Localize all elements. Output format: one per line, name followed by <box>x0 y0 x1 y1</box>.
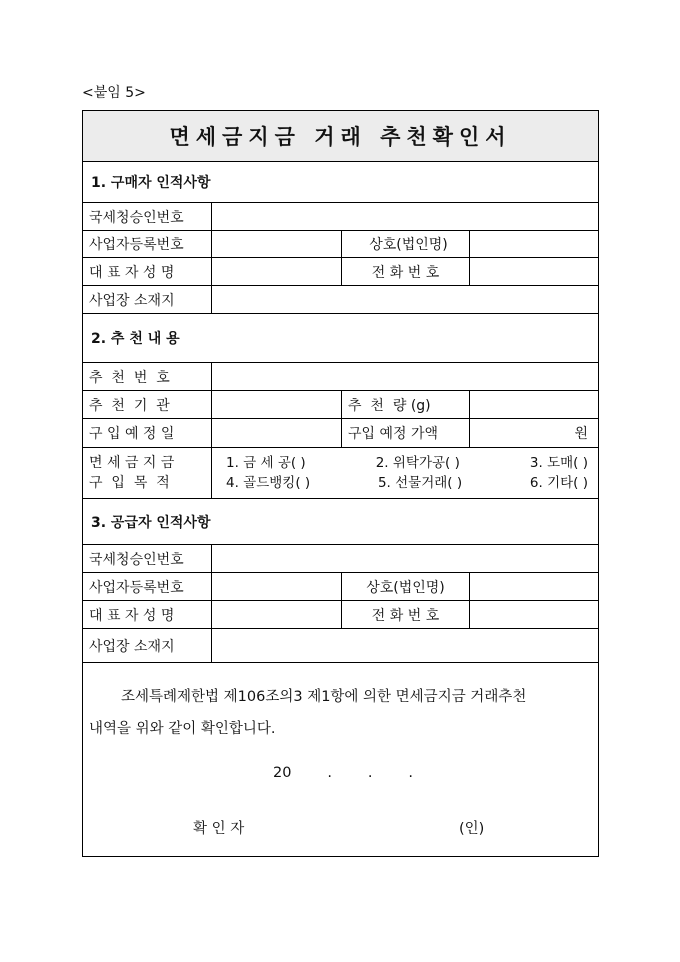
supplier-rep-value[interactable] <box>211 601 341 628</box>
purpose-option-3[interactable]: 3. 도매( ) <box>529 455 588 471</box>
purchase-date-value[interactable] <box>211 419 341 447</box>
supplier-addr-value[interactable] <box>211 629 598 662</box>
buyer-nts-value[interactable] <box>211 203 598 230</box>
date-year: 20 <box>273 765 292 781</box>
buyer-name-label: 상호(법인명) <box>341 231 469 257</box>
buyer-nts-label: 국세청승인번호 <box>89 209 184 226</box>
section1-heading: 1. 구매자 인적사항 <box>91 175 211 191</box>
supplier-name-label: 상호(법인명) <box>341 573 469 600</box>
buyer-rep-label: 대 표 자 성 명 <box>89 264 175 281</box>
rec-amount-label: 추 천 량 (g) <box>341 391 469 418</box>
buyer-phone-label: 전 화 번 호 <box>341 258 469 285</box>
rec-amount-value[interactable] <box>469 391 598 418</box>
buyer-brn-label: 사업자등록번호 <box>89 237 184 253</box>
section2-heading: 2. 추 천 내 용 <box>91 331 180 347</box>
section1-heading-row <box>83 162 598 203</box>
buyer-addr-label: 사업장 소재지 <box>89 292 175 309</box>
purpose-label <box>83 448 211 498</box>
purpose-row <box>83 448 598 499</box>
purpose-option-5[interactable]: 5. 선물거래( ) <box>377 475 463 491</box>
purpose-options <box>211 448 598 498</box>
buyer-brn-row <box>83 231 598 258</box>
supplier-brn-value[interactable] <box>211 573 341 600</box>
attachment-label: <붙임 5> <box>82 85 146 101</box>
purpose-option-6[interactable]: 6. 기타( ) <box>529 475 588 491</box>
supplier-addr-row <box>83 629 598 663</box>
rec-org-row <box>83 391 598 419</box>
form-title: 면세금지금 거래 추천확인서 <box>83 111 598 161</box>
supplier-rep-row <box>83 601 598 629</box>
rec-no-label: 추 천 번 호 <box>89 369 170 386</box>
supplier-phone-value[interactable] <box>469 601 598 628</box>
supplier-brn-row <box>83 573 598 601</box>
date-line <box>273 765 413 781</box>
purchase-price-label: 구입 예정 가액 <box>341 419 469 447</box>
section3-heading: 3. 공급자 인적사항 <box>91 514 211 531</box>
purpose-option-1[interactable]: 1. 금 세 공( ) <box>226 455 306 471</box>
seal-mark: (인) <box>459 821 485 837</box>
buyer-addr-value[interactable] <box>211 286 598 313</box>
supplier-nts-row <box>83 545 598 573</box>
buyer-brn-value[interactable] <box>211 231 341 257</box>
purpose-option-4[interactable]: 4. 골드뱅킹( ) <box>226 475 311 491</box>
recommendation-form <box>82 110 599 857</box>
supplier-nts-value[interactable] <box>211 545 598 572</box>
purpose-options-line1 <box>226 453 588 473</box>
date-sep-2: . <box>367 765 373 781</box>
purchase-price-value[interactable] <box>469 419 598 447</box>
buyer-rep-row <box>83 258 598 286</box>
supplier-phone-label: 전 화 번 호 <box>341 601 469 628</box>
supplier-rep-label: 대 표 자 성 명 <box>89 607 175 624</box>
declaration <box>83 663 598 856</box>
purpose-label-text2: 구 입 목 적 <box>89 475 170 491</box>
purpose-label-line2 <box>89 473 203 493</box>
form-title-row <box>83 111 598 162</box>
purchase-row <box>83 419 598 448</box>
section3-heading-row <box>83 499 598 545</box>
buyer-rep-value[interactable] <box>211 258 341 285</box>
buyer-phone-value[interactable] <box>469 258 598 285</box>
rec-no-value[interactable] <box>211 363 598 390</box>
purpose-options-line2 <box>226 473 588 493</box>
buyer-addr-row <box>83 286 598 314</box>
rec-org-value[interactable] <box>211 391 341 418</box>
declaration-line1: 조세특례제한법 제106조의3 제1항에 의한 면세금지금 거래추천 <box>121 689 527 705</box>
supplier-nts-label: 국세청승인번호 <box>89 551 184 568</box>
rec-no-row <box>83 363 598 391</box>
supplier-addr-label: 사업장 소재지 <box>89 638 175 655</box>
purpose-option-2[interactable]: 2. 위탁가공( ) <box>375 455 460 471</box>
section2-heading-row <box>83 314 598 363</box>
purchase-date-label: 구 입 예 정 일 <box>89 426 175 442</box>
supplier-name-value[interactable] <box>469 573 598 600</box>
date-sep-3: . <box>408 765 413 781</box>
supplier-brn-label: 사업자등록번호 <box>89 579 184 596</box>
date-sep-1: . <box>327 765 332 781</box>
rec-org-label: 추 천 기 관 <box>89 397 170 414</box>
buyer-name-value[interactable] <box>469 231 598 257</box>
currency-unit: 원 <box>574 426 588 442</box>
purpose-label-text1: 면 세 금 지 금 <box>89 455 175 471</box>
confirmer-label: 확 인 자 <box>193 821 245 837</box>
buyer-nts-row <box>83 203 598 231</box>
declaration-line2: 내역을 위와 같이 확인합니다. <box>89 721 276 737</box>
purpose-label-line1 <box>89 453 203 473</box>
